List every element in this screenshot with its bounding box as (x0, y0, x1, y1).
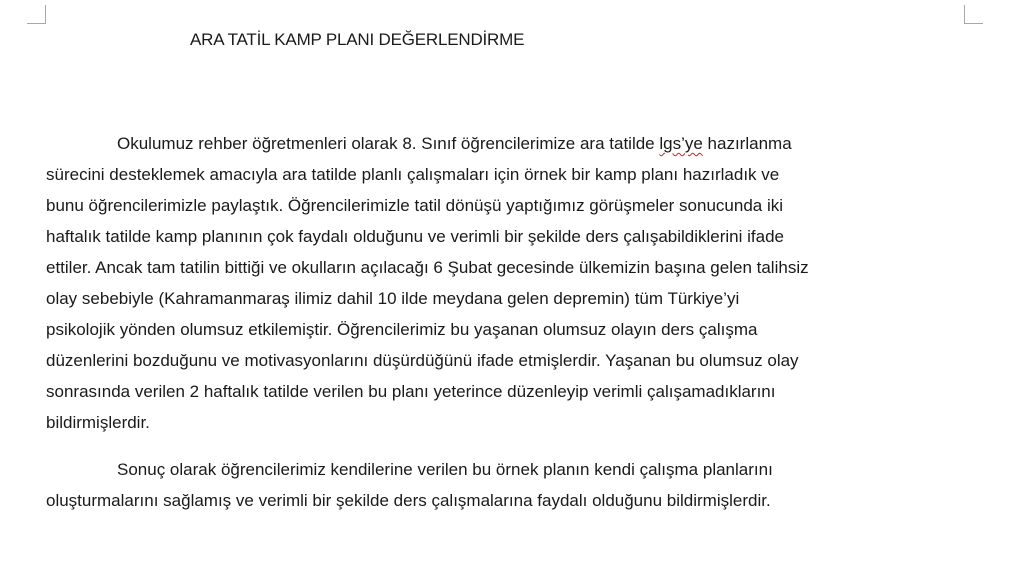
paragraph-spacing (46, 438, 946, 454)
paragraph-1-line-3[interactable]: bunu öğrencilerimizle paylaştık. Öğrencilerimizle tatil dönüşü yaptığımız görüşmeler sonucunda iki (46, 196, 784, 215)
paragraph-1-line-4[interactable]: haftalık tatilde kamp planının çok faydalı olduğunu ve verimli bir şekilde ders çalışabildiklerini ifade (46, 227, 784, 246)
paragraph-1-line-5[interactable]: ettiler. Ancak tam tatilin bittiği ve okulların açılacağı 6 Şubat gecesinde ülkemizin başına gelen talihsiz (46, 258, 809, 277)
margin-corner-top-left (27, 5, 46, 24)
text-run: Okulumuz rehber öğretmenleri olarak 8. Sınıf öğrencilerimize ara tatilde (117, 134, 660, 153)
paragraph-2-line-2[interactable]: oluşturmalarını sağlamış ve verimli bir şekilde ders çalışmalarına faydalı olduğunu bildirmişlerdir. (46, 491, 771, 510)
margin-corner-top-right (964, 5, 983, 24)
document-body[interactable] (46, 128, 946, 516)
paragraph-1-line-1[interactable] (46, 128, 946, 159)
paragraph-1-line-9[interactable]: sonrasında verilen 2 haftalık tatilde verilen bu planı yeterince düzenleyip verimli çalışamadıklarını (46, 382, 776, 401)
paragraph-1-line-6[interactable]: olay sebebiyle (Kahramanmaraş ilimiz dahil 10 ilde meydana gelen depremin) tüm Türkiye’yi (46, 289, 740, 308)
paragraph-1-line-7[interactable]: psikolojik yönden olumsuz etkilemiştir. Öğrencilerimiz bu yaşanan olumsuz olayın ders çalışma (46, 320, 758, 339)
spelling-error-word[interactable]: lgs’ye (659, 134, 703, 153)
paragraph-1-line-2[interactable]: sürecini desteklemek amacıyla ara tatilde planlı çalışmaları için örnek bir kamp planı hazırladık ve (46, 165, 780, 184)
paragraph-1-line-10[interactable]: bildirmişlerdir. (46, 413, 150, 432)
text-run: hazırlanma (702, 134, 792, 153)
paragraph-1-line-8[interactable]: düzenlerini bozduğunu ve motivasyonlarını düşürdüğünü ifade etmişlerdir. Yaşanan bu olumsuz olay (46, 351, 799, 370)
document-title[interactable]: ARA TATİL KAMP PLANI DEĞERLENDİRME (190, 30, 525, 49)
paragraph-2-line-1[interactable]: Sonuç olarak öğrencilerimiz kendilerine verilen bu örnek planın kendi çalışma planlarını (117, 460, 773, 479)
